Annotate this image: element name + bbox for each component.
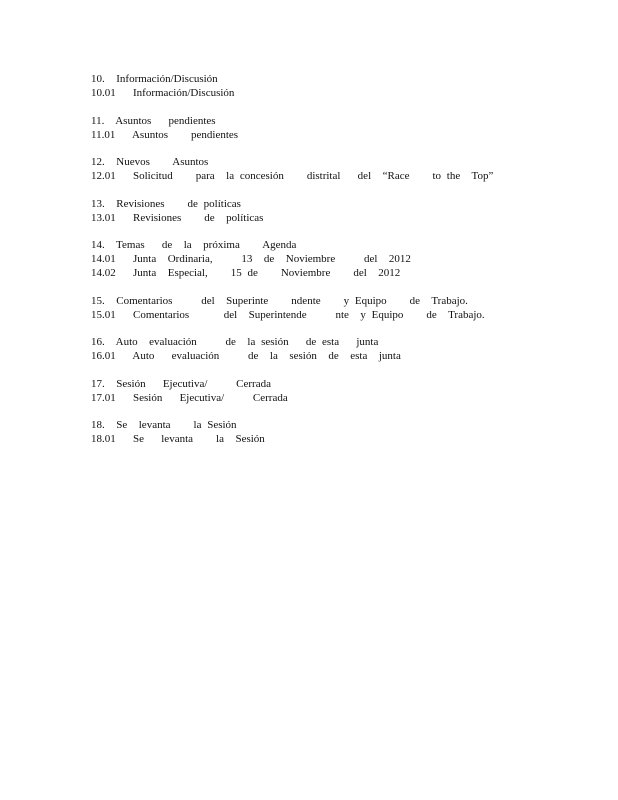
section-heading: 14. Temas de la próxima Agenda [91, 239, 297, 251]
section-heading: 17. Sesión Ejecutiva/ Cerrada [91, 377, 271, 390]
agenda-item: 18.01 Se levanta la Sesión [91, 433, 265, 445]
agenda-item: 10.01 Información/Discusión [91, 87, 235, 99]
agenda-item: 12.01 Solicitud para la concesión distrital del “Race to the Top” [91, 170, 494, 182]
section-heading: 13. Revisiones de políticas [91, 197, 241, 210]
section-heading: 18. Se levanta la Sesión [91, 419, 237, 431]
agenda-list [91, 72, 571, 460]
agenda-section-18 [91, 418, 571, 446]
agenda-item: 11.01 Asuntos pendientes [91, 128, 239, 141]
agenda-item: 16.01 Auto evaluación de la sesión de esta junta [91, 350, 401, 362]
agenda-section-10 [91, 72, 571, 100]
agenda-item: 15.01 Comentarios del Superintende nte y Equipo de Trabajo. [91, 308, 485, 321]
agenda-section-17 [91, 377, 571, 405]
agenda-section-15 [91, 294, 571, 322]
section-heading: 11. Asuntos pendientes [91, 114, 216, 127]
section-heading: 12. Nuevos Asuntos [91, 156, 209, 168]
agenda-section-12 [91, 155, 571, 183]
agenda-section-16 [91, 335, 571, 363]
agenda-item: 17.01 Sesión Ejecutiva/ Cerrada [91, 391, 288, 404]
section-heading: 10. Información/Discusión [91, 73, 218, 85]
agenda-item: 13.01 Revisiones de políticas [91, 211, 264, 224]
agenda-section-14 [91, 238, 571, 280]
section-heading: 16. Auto evaluación de la sesión de esta junta [91, 336, 379, 348]
agenda-section-11 [91, 114, 571, 142]
section-heading: 15. Comentarios del Superinte ndente y Equipo de Trabajo. [91, 294, 468, 307]
agenda-section-13 [91, 197, 571, 225]
agenda-item: 14.01 Junta Ordinaria, 13 de Noviembre del 2012 [91, 253, 411, 265]
agenda-item: 14.02 Junta Especial, 15 de Noviembre del 2012 [91, 267, 401, 279]
